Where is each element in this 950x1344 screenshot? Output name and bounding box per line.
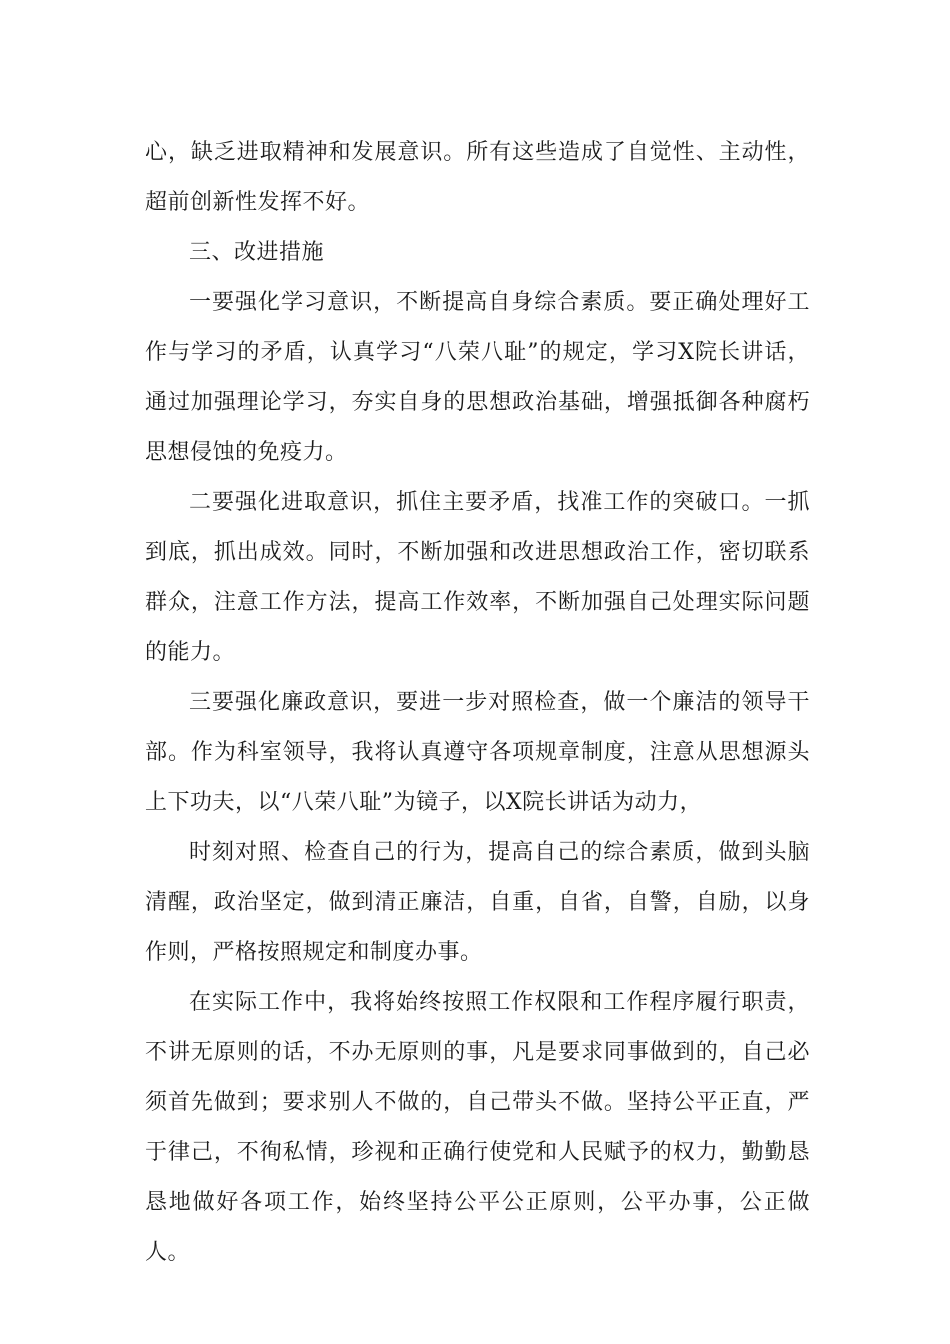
section-heading: 三、改进措施 bbox=[189, 240, 325, 265]
paragraph-continuation: 心，缺乏进取精神和发展意识。所有这些造成了自觉性、主动性，超前创新性发挥不好。 bbox=[145, 140, 810, 215]
document-body bbox=[145, 128, 810, 1278]
paragraph-practical-work: 在实际工作中，我将始终按照工作权限和工作程序履行职责，不讲无原则的话，不办无原则的事，凡是要求同事做到的，自己必须首先做到；要求别人不做的，自己带头不做。坚持公平正直，严于律己，不徇私情，珍视和正确行使党和人民赋予的权力，勤勤恳恳地做好各项工作，始终坚持公平公正原则，公平办事，公正做人。 bbox=[145, 990, 810, 1265]
paragraph-self-check: 时刻对照、检查自己的行为，提高自己的综合素质，做到头脑清醒，政治坚定，做到清正廉洁，自重，自省，自警，自励，以身作则，严格按照规定和制度办事。 bbox=[145, 840, 810, 965]
paragraph-integrity-awareness: 三要强化廉政意识，要进一步对照检查，做一个廉洁的领导干部。作为科室领导，我将认真遵守各项规章制度，注意从思想源头上下功夫，以“八荣八耻”为镜子，以X院长讲话为动力， bbox=[145, 690, 810, 815]
paragraph-study-awareness: 一要强化学习意识，不断提高自身综合素质。要正确处理好工作与学习的矛盾，认真学习“八荣八耻”的规定，学习X院长讲话，通过加强理论学习，夯实自身的思想政治基础，增强抵御各种腐朽思想侵蚀的免疫力。 bbox=[145, 290, 810, 465]
paragraph-progress-awareness: 二要强化进取意识，抓住主要矛盾，找准工作的突破口。一抓到底，抓出成效。同时，不断加强和改进思想政治工作，密切联系群众，注意工作方法，提高工作效率，不断加强自己处理实际问题的能力。 bbox=[145, 490, 810, 665]
